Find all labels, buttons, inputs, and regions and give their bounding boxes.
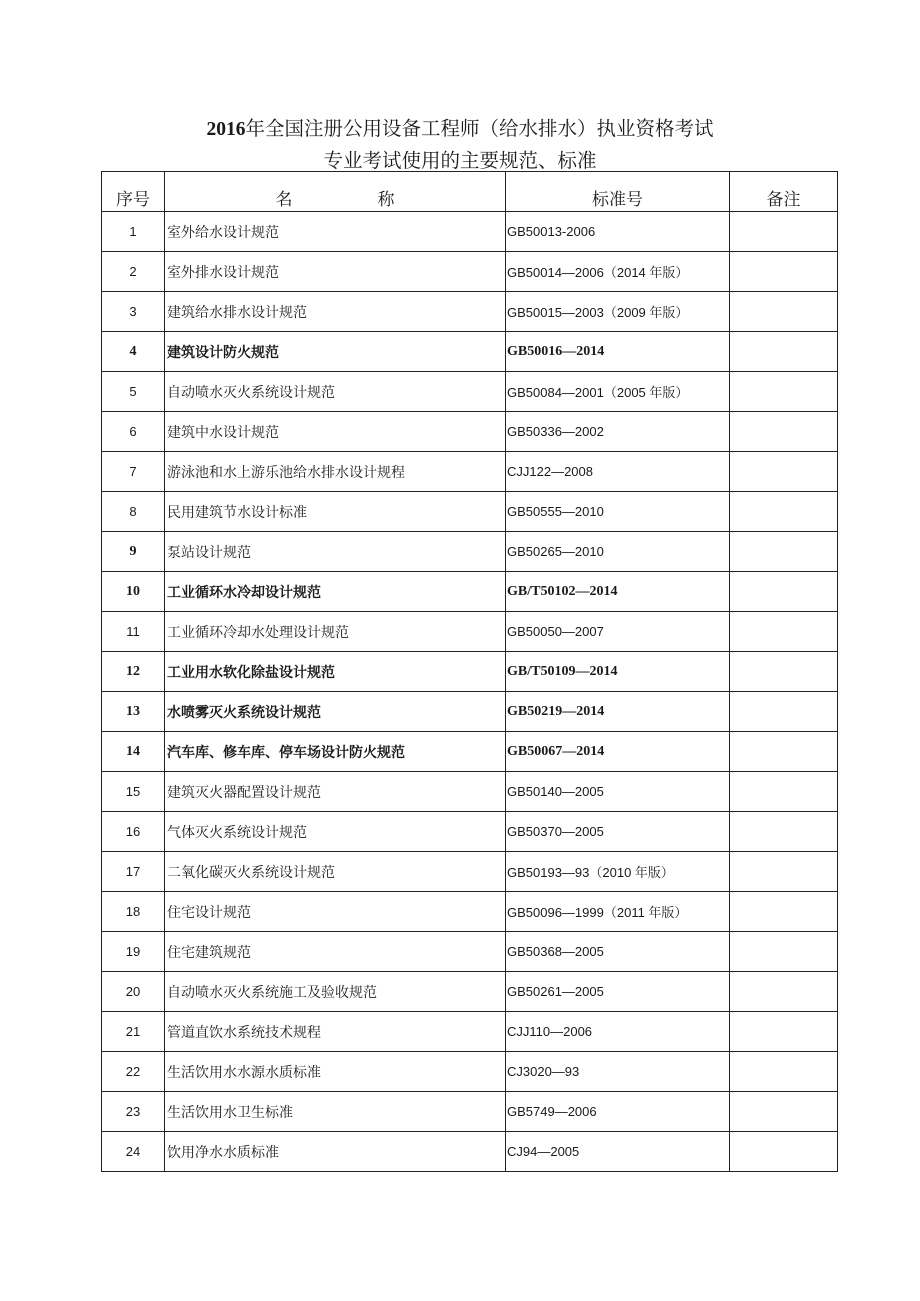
table-row bbox=[102, 332, 838, 372]
row-serial-number: 8 bbox=[102, 492, 165, 532]
table-row bbox=[102, 812, 838, 852]
row-remarks bbox=[730, 852, 838, 892]
row-standard-name: 工业循环冷却水处理设计规范 bbox=[165, 612, 506, 652]
row-serial-number: 10 bbox=[102, 572, 165, 612]
row-standard-number: GB50014—2006（2014 年版） bbox=[506, 252, 730, 292]
row-serial-number: 21 bbox=[102, 1012, 165, 1052]
row-remarks bbox=[730, 412, 838, 452]
row-remarks bbox=[730, 732, 838, 772]
row-remarks bbox=[730, 1052, 838, 1092]
header-remarks: 备注 bbox=[730, 172, 838, 212]
row-remarks bbox=[730, 1092, 838, 1132]
row-standard-number: GB50013-2006 bbox=[506, 212, 730, 252]
row-standard-name: 汽车库、修车库、停车场设计防火规范 bbox=[165, 732, 506, 772]
table-row bbox=[102, 572, 838, 612]
row-serial-number: 19 bbox=[102, 932, 165, 972]
row-standard-name: 工业用水软化除盐设计规范 bbox=[165, 652, 506, 692]
row-serial-number: 11 bbox=[102, 612, 165, 652]
row-standard-name: 生活饮用水水源水质标准 bbox=[165, 1052, 506, 1092]
row-remarks bbox=[730, 372, 838, 412]
row-standard-name: 建筑给水排水设计规范 bbox=[165, 292, 506, 332]
table-row bbox=[102, 892, 838, 932]
table-row bbox=[102, 652, 838, 692]
row-standard-name: 自动喷水灭火系统设计规范 bbox=[165, 372, 506, 412]
row-standard-number: GB50219—2014 bbox=[506, 692, 730, 732]
row-serial-number: 4 bbox=[102, 332, 165, 372]
row-standard-number: GB50140—2005 bbox=[506, 772, 730, 812]
row-standard-number: CJJ122—2008 bbox=[506, 452, 730, 492]
row-remarks bbox=[730, 612, 838, 652]
table-body bbox=[102, 212, 838, 1172]
row-standard-number: GB50016—2014 bbox=[506, 332, 730, 372]
row-standard-name: 建筑设计防火规范 bbox=[165, 332, 506, 372]
row-serial-number: 12 bbox=[102, 652, 165, 692]
table-row bbox=[102, 1012, 838, 1052]
row-standard-name: 室外排水设计规范 bbox=[165, 252, 506, 292]
row-remarks bbox=[730, 972, 838, 1012]
row-remarks bbox=[730, 812, 838, 852]
table-row bbox=[102, 772, 838, 812]
row-remarks bbox=[730, 292, 838, 332]
row-standard-number: GB50265—2010 bbox=[506, 532, 730, 572]
table-row bbox=[102, 372, 838, 412]
row-standard-name: 管道直饮水系统技术规程 bbox=[165, 1012, 506, 1052]
row-serial-number: 3 bbox=[102, 292, 165, 332]
row-serial-number: 17 bbox=[102, 852, 165, 892]
row-standard-name: 室外给水设计规范 bbox=[165, 212, 506, 252]
row-remarks bbox=[730, 492, 838, 532]
row-standard-number: GB50050—2007 bbox=[506, 612, 730, 652]
row-serial-number: 15 bbox=[102, 772, 165, 812]
row-remarks bbox=[730, 692, 838, 732]
table-header-row bbox=[102, 172, 838, 212]
row-standard-number: GB50555—2010 bbox=[506, 492, 730, 532]
header-standard-number: 标准号 bbox=[506, 172, 730, 212]
row-standard-number: CJJ110—2006 bbox=[506, 1012, 730, 1052]
row-standard-number: GB/T50109—2014 bbox=[506, 652, 730, 692]
row-remarks bbox=[730, 1132, 838, 1172]
row-standard-number: GB50370—2005 bbox=[506, 812, 730, 852]
table-row bbox=[102, 612, 838, 652]
row-standard-name: 工业循环水冷却设计规范 bbox=[165, 572, 506, 612]
row-remarks bbox=[730, 932, 838, 972]
standards-table bbox=[101, 171, 838, 1172]
row-serial-number: 24 bbox=[102, 1132, 165, 1172]
row-standard-name: 气体灭火系统设计规范 bbox=[165, 812, 506, 852]
row-remarks bbox=[730, 252, 838, 292]
row-remarks bbox=[730, 212, 838, 252]
row-serial-number: 13 bbox=[102, 692, 165, 732]
row-standard-number: GB50015—2003（2009 年版） bbox=[506, 292, 730, 332]
row-standard-number: GB50067—2014 bbox=[506, 732, 730, 772]
table-row bbox=[102, 212, 838, 252]
row-standard-name: 建筑中水设计规范 bbox=[165, 412, 506, 452]
table-row bbox=[102, 1052, 838, 1092]
row-serial-number: 5 bbox=[102, 372, 165, 412]
row-remarks bbox=[730, 332, 838, 372]
row-standard-number: GB/T50102—2014 bbox=[506, 572, 730, 612]
row-remarks bbox=[730, 892, 838, 932]
table-row bbox=[102, 292, 838, 332]
title-year: 2016 bbox=[206, 119, 246, 140]
table-row bbox=[102, 692, 838, 732]
title-line1-text: 年全国注册公用设备工程师（给水排水）执业资格考试 bbox=[245, 117, 714, 140]
row-standard-number: GB50084—2001（2005 年版） bbox=[506, 372, 730, 412]
table-row bbox=[102, 852, 838, 892]
row-standard-name: 自动喷水灭火系统施工及验收规范 bbox=[165, 972, 506, 1012]
table-row bbox=[102, 252, 838, 292]
row-remarks bbox=[730, 572, 838, 612]
row-serial-number: 18 bbox=[102, 892, 165, 932]
row-standard-name: 住宅设计规范 bbox=[165, 892, 506, 932]
row-standard-number: GB50096—1999（2011 年版） bbox=[506, 892, 730, 932]
row-standard-name: 生活饮用水卫生标准 bbox=[165, 1092, 506, 1132]
row-remarks bbox=[730, 772, 838, 812]
row-remarks bbox=[730, 1012, 838, 1052]
row-standard-name: 游泳池和水上游乐池给水排水设计规程 bbox=[165, 452, 506, 492]
document-title-line2: 专业考试使用的主要规范、标准 bbox=[323, 149, 597, 172]
row-standard-name: 泵站设计规范 bbox=[165, 532, 506, 572]
table-row bbox=[102, 732, 838, 772]
row-serial-number: 16 bbox=[102, 812, 165, 852]
header-name: 名 称 bbox=[165, 172, 506, 212]
table-row bbox=[102, 452, 838, 492]
row-standard-number: GB50261—2005 bbox=[506, 972, 730, 1012]
row-serial-number: 23 bbox=[102, 1092, 165, 1132]
table-row bbox=[102, 1132, 838, 1172]
row-standard-number: GB50336—2002 bbox=[506, 412, 730, 452]
header-serial-number: 序号 bbox=[102, 172, 165, 212]
row-standard-name: 民用建筑节水设计标准 bbox=[165, 492, 506, 532]
document-title-line1 bbox=[0, 113, 920, 141]
row-standard-number: GB50368—2005 bbox=[506, 932, 730, 972]
row-standard-number: CJ94—2005 bbox=[506, 1132, 730, 1172]
table-row bbox=[102, 1092, 838, 1132]
row-serial-number: 6 bbox=[102, 412, 165, 452]
table-row bbox=[102, 492, 838, 532]
row-remarks bbox=[730, 652, 838, 692]
table-row bbox=[102, 532, 838, 572]
table-row bbox=[102, 932, 838, 972]
row-serial-number: 9 bbox=[102, 532, 165, 572]
row-serial-number: 2 bbox=[102, 252, 165, 292]
row-serial-number: 1 bbox=[102, 212, 165, 252]
row-remarks bbox=[730, 532, 838, 572]
row-standard-number: GB5749—2006 bbox=[506, 1092, 730, 1132]
row-standard-name: 住宅建筑规范 bbox=[165, 932, 506, 972]
row-standard-name: 二氧化碳灭火系统设计规范 bbox=[165, 852, 506, 892]
row-standard-name: 饮用净水水质标准 bbox=[165, 1132, 506, 1172]
row-serial-number: 14 bbox=[102, 732, 165, 772]
row-serial-number: 7 bbox=[102, 452, 165, 492]
table-row bbox=[102, 972, 838, 1012]
row-standard-name: 建筑灭火器配置设计规范 bbox=[165, 772, 506, 812]
row-standard-number: GB50193—93（2010 年版） bbox=[506, 852, 730, 892]
row-remarks bbox=[730, 452, 838, 492]
row-serial-number: 20 bbox=[102, 972, 165, 1012]
row-serial-number: 22 bbox=[102, 1052, 165, 1092]
table-row bbox=[102, 412, 838, 452]
row-standard-number: CJ3020—93 bbox=[506, 1052, 730, 1092]
row-standard-name: 水喷雾灭火系统设计规范 bbox=[165, 692, 506, 732]
